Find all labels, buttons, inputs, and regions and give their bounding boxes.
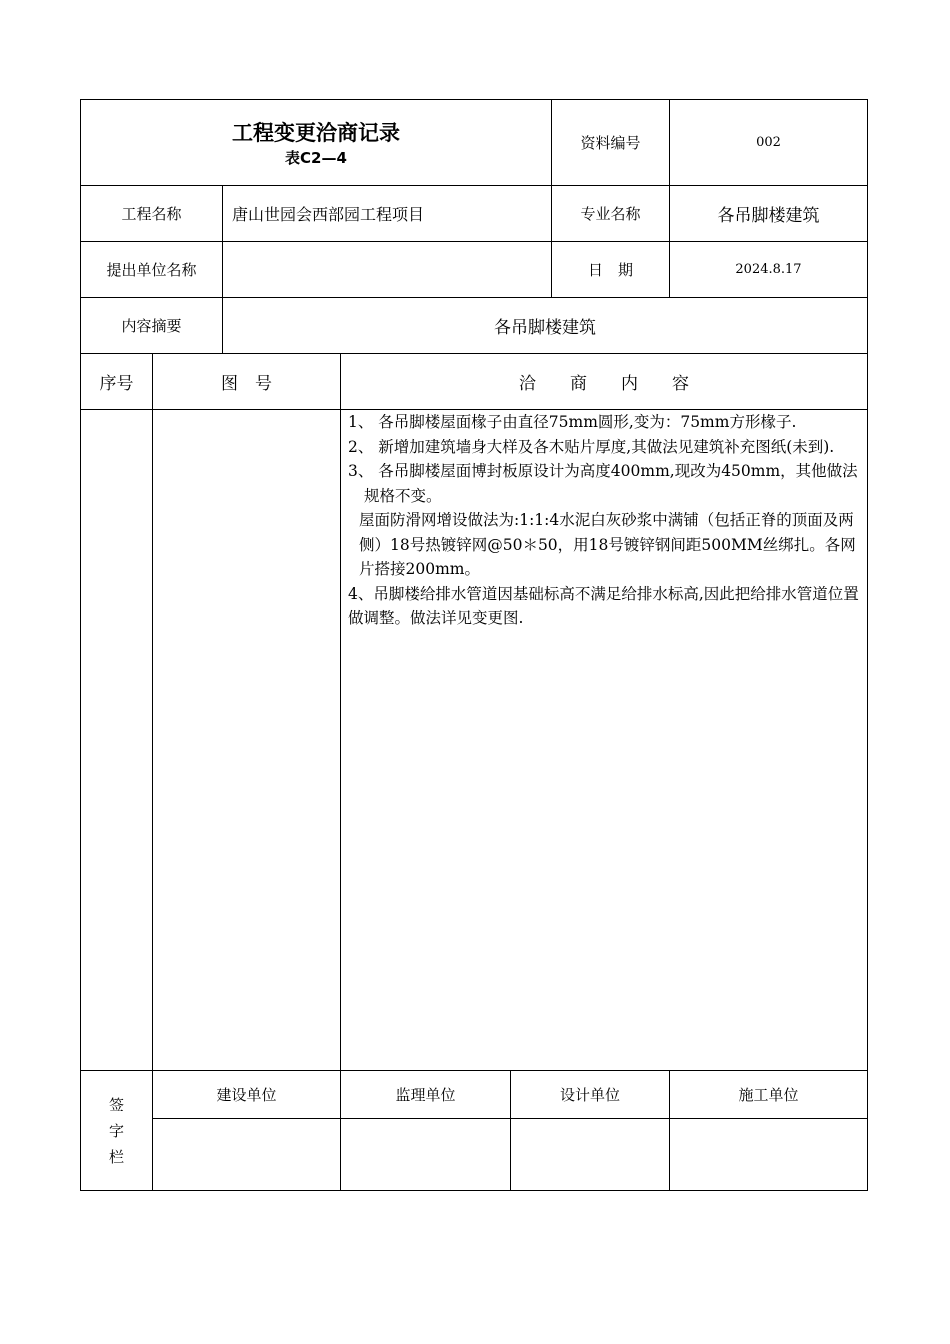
project-name-label: 工程名称: [121, 205, 182, 223]
project-name-value: 唐山世园会西部园工程项目: [232, 205, 425, 224]
col-header-drawing: 图 号: [221, 374, 272, 394]
content-item: 1、 各吊脚楼屋面椽子由直径75mm圆形,变为：75mm方形椽子.: [348, 413, 797, 431]
submitter-label: 提出单位名称: [106, 261, 197, 279]
form-title: 工程变更洽商记录: [232, 121, 400, 145]
signature-unit-contractor: 施工单位: [738, 1086, 799, 1104]
signature-label-char: 栏: [108, 1147, 124, 1166]
specialty-label: 专业名称: [580, 205, 641, 223]
signature-box-supervisor[interactable]: [341, 1119, 510, 1190]
doc-no-label: 资料编号: [580, 134, 641, 152]
signature-label-char: 字: [108, 1121, 124, 1140]
content-item: 4、吊脚楼给排水管道因基础标高不满足给排水标高,因此把给排水管道位置做调整。做法详见变更图.: [348, 584, 859, 627]
signature-box-contractor[interactable]: [670, 1119, 867, 1190]
form-title-block: [81, 100, 551, 185]
table-border-bottom: [80, 1190, 868, 1191]
signature-unit-supervisor: 监理单位: [395, 1086, 456, 1104]
signature-label: [81, 1071, 152, 1190]
col-divider: [340, 353, 341, 1191]
content-item: 屋面防滑网增设做法为:1:1:4水泥白灰砂浆中满铺（包括正脊的顶面及两侧）18号热镀锌网@50＊50，用18号镀锌钢间距500MM丝绑扎。各网片搭接200mm。: [359, 511, 856, 578]
summary-value: 各吊脚楼建筑: [494, 318, 596, 338]
date-label: 日 期: [587, 261, 633, 279]
content-item: 3、 各吊脚楼屋面博封板原设计为高度400mm,现改为450mm，其他做法规格不变。: [348, 462, 858, 505]
content-item: 2、 新增加建筑墙身大样及各木贴片厚度,其做法见建筑补充图纸(未到).: [348, 437, 835, 456]
specialty-value: 各吊脚楼建筑: [717, 206, 820, 226]
col-header-content: 洽 商 内 容: [519, 374, 689, 394]
signature-label-char: 签: [108, 1095, 124, 1114]
signature-box-designer[interactable]: [511, 1119, 669, 1190]
submitter-value: [223, 242, 551, 297]
date-value: 2024.8.17: [735, 262, 802, 277]
negotiation-content: [348, 410, 862, 631]
doc-no-value: 002: [756, 135, 781, 150]
signature-box-owner[interactable]: [153, 1119, 340, 1190]
summary-label: 内容摘要: [121, 317, 182, 335]
col-divider: [152, 353, 153, 1191]
col-header-seq: 序号: [99, 374, 134, 394]
table-border-right: [867, 99, 868, 1191]
form-subtitle: 表C2—4: [285, 149, 347, 167]
signature-unit-designer: 设计单位: [559, 1086, 620, 1104]
signature-unit-owner: 建设单位: [216, 1086, 277, 1104]
